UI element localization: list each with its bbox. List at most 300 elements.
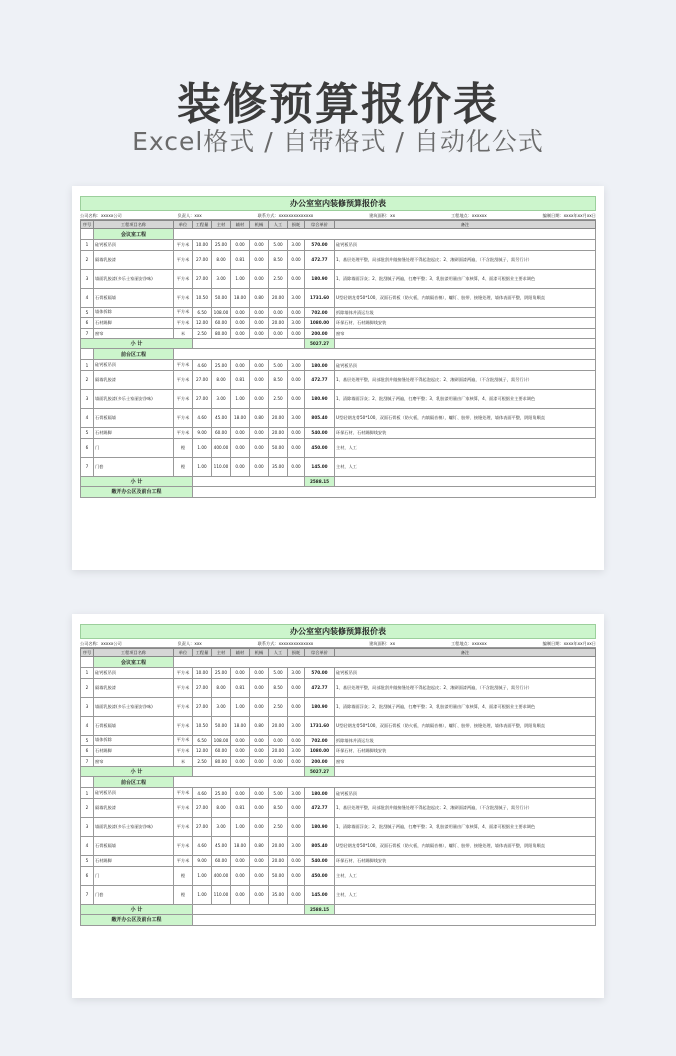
cell-note: 1、基层处理平整，局部批刮并做接缝处理不得起泡起皮；2、滚刷面漆两遍，（不含批刮腻子，需另行计）: [335, 798, 596, 817]
cell-no: 4: [81, 288, 94, 307]
cell-main: 3.00: [212, 697, 231, 716]
cell-aux: 0.00: [231, 756, 250, 767]
column-header: 工程量: [193, 221, 212, 229]
cell-unit: 平方米: [174, 370, 193, 389]
cell-unit: 樘: [174, 866, 193, 885]
cell-no: 1: [81, 360, 94, 371]
section-label: 会议室工程: [94, 229, 174, 240]
cell-price: 200.00: [305, 756, 335, 767]
section-label: 前台区工程: [94, 777, 174, 788]
info-manager: 负责人：xxx: [177, 213, 202, 218]
cell-qty: 27.00: [193, 678, 212, 697]
cell-note: 环保石材、石材踢脚线安装: [335, 427, 596, 438]
cell-no: 6: [81, 438, 94, 457]
cell-unit: 平方米: [174, 836, 193, 855]
cell-name: 墙面乳胶漆(多乐士家丽安净味): [94, 269, 174, 288]
cell-qty: 9.00: [193, 855, 212, 866]
cell-qty: 9.00: [193, 427, 212, 438]
cell-labor: 8.50: [269, 678, 288, 697]
cell-loss: 0.00: [288, 697, 305, 716]
cell-loss: 3.00: [288, 360, 305, 371]
info-row: [80, 211, 596, 220]
cell-qty: 2.50: [193, 328, 212, 339]
cell-note: 拆除墙体并清运垃圾: [335, 307, 596, 318]
cell-price: 180.90: [305, 817, 335, 836]
cell-labor: 35.00: [269, 457, 288, 476]
cell-aux: 0.00: [231, 866, 250, 885]
cell-name: 隔墙乳胶漆: [94, 798, 174, 817]
info-contact: 联系方式：xxxxxxxxxxxxxx: [257, 213, 314, 218]
cell-note: 环保石材、石材踢脚线安装: [335, 318, 596, 329]
subtotal-label: 小 计: [81, 767, 193, 777]
cell-no: 6: [81, 746, 94, 757]
cell-qty: 4.60: [193, 408, 212, 427]
cell-mech: 0.00: [250, 817, 269, 836]
column-header: 辅材: [231, 649, 250, 657]
cell-note: 主材，人工: [335, 866, 596, 885]
cell-no: 3: [81, 389, 94, 408]
cell-aux: 18.00: [231, 408, 250, 427]
cell-mech: 0.00: [250, 389, 269, 408]
table-row: [81, 788, 596, 799]
subtotal-row: [81, 339, 596, 349]
cell-aux: 0.00: [231, 318, 250, 329]
cell-main: 400.00: [212, 866, 231, 885]
cell-note: 拆除墙体并清运垃圾: [335, 735, 596, 746]
cell-labor: 5.00: [269, 360, 288, 371]
cell-unit: 平方米: [174, 788, 193, 799]
cell-unit: 平方米: [174, 855, 193, 866]
cell-mech: 0.00: [250, 885, 269, 904]
info-area: 建筑面积：xx: [369, 641, 396, 646]
cell-mech: 0.00: [250, 360, 269, 371]
cell-mech: 0.00: [250, 798, 269, 817]
cell-name: 窗帘: [94, 328, 174, 339]
table-row: [81, 746, 596, 757]
cell-price: 145.00: [305, 457, 335, 476]
cell-name: 隔墙乳胶漆: [94, 250, 174, 269]
cell-loss: 0.00: [288, 250, 305, 269]
cell-aux: 0.81: [231, 370, 250, 389]
cell-loss: 3.00: [288, 836, 305, 855]
cell-aux: 1.00: [231, 817, 250, 836]
cell-price: 540.00: [305, 427, 335, 438]
cell-no: 3: [81, 817, 94, 836]
info-project: 工程地点：xxxxxx: [450, 213, 487, 218]
subtotal-value: 2588.15: [305, 476, 335, 486]
cell-aux: 0.00: [231, 855, 250, 866]
cell-aux: 18.00: [231, 836, 250, 855]
cell-no: 5: [81, 855, 94, 866]
cell-labor: 0.00: [269, 307, 288, 318]
cell-labor: 20.00: [269, 836, 288, 855]
cell-qty: 10.00: [193, 240, 212, 251]
table-row: [81, 735, 596, 746]
cell-no: 5: [81, 307, 94, 318]
cell-unit: 平方米: [174, 678, 193, 697]
cell-mech: 0.00: [250, 318, 269, 329]
cell-main: 60.00: [212, 318, 231, 329]
section-label: 会议室工程: [94, 657, 174, 668]
table-row: [81, 250, 596, 269]
section-row: [81, 914, 596, 925]
cell-mech: 0.00: [250, 678, 269, 697]
cell-name: 门套: [94, 457, 174, 476]
cell-price: 180.00: [305, 788, 335, 799]
cell-main: 3.00: [212, 269, 231, 288]
cell-aux: 0.00: [231, 240, 250, 251]
cell-mech: 0.00: [250, 855, 269, 866]
column-header: 损耗: [288, 221, 305, 229]
cell-no: 7: [81, 328, 94, 339]
cell-main: 8.00: [212, 678, 231, 697]
cell-loss: 3.00: [288, 668, 305, 679]
table-row: [81, 756, 596, 767]
cell-mech: 0.00: [250, 746, 269, 757]
cell-main: 400.00: [212, 438, 231, 457]
info-row: [80, 639, 596, 648]
cell-loss: 3.00: [288, 716, 305, 735]
cell-price: 180.90: [305, 697, 335, 716]
cell-labor: 20.00: [269, 318, 288, 329]
cell-aux: 1.00: [231, 389, 250, 408]
cell-labor: 2.50: [269, 389, 288, 408]
cell-mech: 0.80: [250, 716, 269, 735]
cell-main: 60.00: [212, 427, 231, 438]
cell-loss: 0.00: [288, 427, 305, 438]
cell-no: 5: [81, 427, 94, 438]
cell-main: 60.00: [212, 746, 231, 757]
cell-mech: 0.00: [250, 788, 269, 799]
table-row: [81, 408, 596, 427]
cell-qty: 2.50: [193, 756, 212, 767]
cell-name: 石材踢脚: [94, 746, 174, 757]
cell-note: 1、基层处理平整，局部批刮并做接缝处理不得起泡起皮；2、滚刷面漆两遍，（不含批刮腻子，需另行计）: [335, 678, 596, 697]
subtotal-label: 小 计: [81, 476, 193, 486]
info-date: 编制日期：xxxx年xx月xx日: [542, 641, 596, 646]
cell-loss: 0.00: [288, 307, 305, 318]
subtotal-row: [81, 767, 596, 777]
cell-qty: 6.50: [193, 307, 212, 318]
cell-price: 1731.60: [305, 716, 335, 735]
cell-unit: 米: [174, 756, 193, 767]
cell-name: 门: [94, 866, 174, 885]
cell-loss: 3.00: [288, 746, 305, 757]
subtotal-value: 2588.15: [305, 904, 335, 914]
cell-note: U型轻钢龙骨50*100，双面石膏板（防火板，内填隔音棉），螺钉、胶带、接缝处理，墙体表面平整，阴阳角顺直: [335, 408, 596, 427]
cell-note: U型轻钢龙骨50*100，双面石膏板（防火板，内填隔音棉），螺钉、胶带、接缝处理，墙体表面平整，阴阳角顺直: [335, 288, 596, 307]
cell-qty: 10.50: [193, 716, 212, 735]
section-row: [81, 777, 596, 788]
cell-no: 2: [81, 370, 94, 389]
table-row: [81, 668, 596, 679]
column-header: 单位: [174, 221, 193, 229]
cell-loss: 0.00: [288, 438, 305, 457]
cell-no: 4: [81, 836, 94, 855]
subtotal-label: 小 计: [81, 904, 193, 914]
cell-qty: 1.00: [193, 438, 212, 457]
cell-labor: 2.50: [269, 269, 288, 288]
column-header: 工程项目名称: [94, 649, 174, 657]
cell-main: 80.00: [212, 328, 231, 339]
cell-mech: 0.00: [250, 240, 269, 251]
column-header: 单位: [174, 649, 193, 657]
cell-unit: 平方米: [174, 307, 193, 318]
cell-qty: 27.00: [193, 389, 212, 408]
cell-mech: 0.00: [250, 269, 269, 288]
cell-mech: 0.00: [250, 328, 269, 339]
cell-name: 石膏板隔墙: [94, 408, 174, 427]
cell-no: 4: [81, 408, 94, 427]
table-row: [81, 716, 596, 735]
cell-no: 2: [81, 798, 94, 817]
info-company: 公司名称：xxxxx公司: [80, 213, 122, 218]
cell-labor: 50.00: [269, 438, 288, 457]
cell-loss: 0.00: [288, 328, 305, 339]
cell-name: 墙面乳胶漆(多乐士家丽安净味): [94, 389, 174, 408]
table-row: [81, 817, 596, 836]
cell-labor: 0.00: [269, 328, 288, 339]
cell-unit: 平方米: [174, 735, 193, 746]
cell-no: 7: [81, 457, 94, 476]
cell-no: 3: [81, 269, 94, 288]
cell-main: 108.00: [212, 735, 231, 746]
cell-price: 570.00: [305, 668, 335, 679]
cell-note: 硅钙板吊顶: [335, 240, 596, 251]
cell-labor: 20.00: [269, 855, 288, 866]
cell-note: 环保石材、石材踢脚线安装: [335, 855, 596, 866]
sheet-title: 办公室室内装修预算报价表: [80, 624, 596, 639]
info-manager: 负责人：xxx: [177, 641, 202, 646]
subtotal-row: [81, 476, 596, 486]
cell-aux: 0.00: [231, 360, 250, 371]
column-header: 综合单价: [305, 221, 335, 229]
cell-unit: 樘: [174, 457, 193, 476]
cell-no: 7: [81, 885, 94, 904]
cell-main: 25.00: [212, 360, 231, 371]
cell-main: 45.00: [212, 408, 231, 427]
cell-unit: 米: [174, 328, 193, 339]
cell-qty: 27.00: [193, 817, 212, 836]
table-row: [81, 457, 596, 476]
cell-unit: 平方米: [174, 240, 193, 251]
cell-price: 200.00: [305, 328, 335, 339]
cell-labor: 8.50: [269, 370, 288, 389]
cell-name: 墙面乳胶漆(多乐士家丽安净味): [94, 697, 174, 716]
cell-main: 8.00: [212, 798, 231, 817]
cell-aux: 0.00: [231, 885, 250, 904]
section-row: [81, 657, 596, 668]
section-label: 敞开办公区及前台工程: [81, 914, 193, 925]
cell-loss: 0.00: [288, 817, 305, 836]
cell-loss: 0.00: [288, 389, 305, 408]
cell-labor: 5.00: [269, 240, 288, 251]
cell-name: 墙体拆除: [94, 307, 174, 318]
budget-table: [80, 220, 596, 498]
cell-name: 石材踢脚: [94, 427, 174, 438]
cell-main: 50.00: [212, 288, 231, 307]
table-row: [81, 269, 596, 288]
spreadsheet-preview: [72, 614, 604, 998]
cell-unit: 平方米: [174, 389, 193, 408]
cell-unit: 平方米: [174, 250, 193, 269]
cell-main: 25.00: [212, 788, 231, 799]
cell-mech: 0.80: [250, 836, 269, 855]
cell-price: 450.00: [305, 866, 335, 885]
cell-aux: 1.00: [231, 269, 250, 288]
column-header: 损耗: [288, 649, 305, 657]
subtotal-value: 5027.27: [305, 767, 335, 777]
cell-loss: 3.00: [288, 788, 305, 799]
cell-price: 472.77: [305, 678, 335, 697]
table-row: [81, 697, 596, 716]
cell-loss: 0.00: [288, 756, 305, 767]
cell-aux: 0.81: [231, 250, 250, 269]
cell-loss: 0.00: [288, 855, 305, 866]
cell-note: 主材，人工: [335, 438, 596, 457]
cell-name: 石膏板隔墙: [94, 716, 174, 735]
cell-labor: 0.00: [269, 735, 288, 746]
cell-loss: 3.00: [288, 240, 305, 251]
cell-name: 硅钙板吊顶: [94, 668, 174, 679]
cell-labor: 20.00: [269, 288, 288, 307]
cell-price: 450.00: [305, 438, 335, 457]
cell-price: 145.00: [305, 885, 335, 904]
cell-main: 60.00: [212, 855, 231, 866]
column-header: 机械: [250, 649, 269, 657]
cell-note: 1、基层处理平整，局部批刮并做接缝处理不得起泡起皮；2、滚刷面漆两遍，（不含批刮腻子，需另行计）: [335, 370, 596, 389]
cell-no: 1: [81, 240, 94, 251]
cell-unit: 平方米: [174, 269, 193, 288]
cell-main: 3.00: [212, 817, 231, 836]
column-header: 主材: [212, 221, 231, 229]
cell-aux: 0.00: [231, 668, 250, 679]
cell-no: 2: [81, 678, 94, 697]
column-header: 辅材: [231, 221, 250, 229]
cell-labor: 20.00: [269, 716, 288, 735]
column-header: 序号: [81, 221, 94, 229]
cell-unit: 平方米: [174, 318, 193, 329]
cell-loss: 3.00: [288, 288, 305, 307]
cell-labor: 20.00: [269, 427, 288, 438]
cell-loss: 0.00: [288, 457, 305, 476]
cell-qty: 12.00: [193, 318, 212, 329]
cell-mech: 0.00: [250, 866, 269, 885]
cell-price: 472.77: [305, 798, 335, 817]
cell-name: 硅钙板吊顶: [94, 360, 174, 371]
hero-title: 装修预算报价表: [177, 79, 499, 130]
cell-note: U型轻钢龙骨50*100，双面石膏板（防火板，内填隔音棉），螺钉、胶带、接缝处理，墙体表面平整，阴阳角顺直: [335, 836, 596, 855]
cell-note: U型轻钢龙骨50*100，双面石膏板（防火板，内填隔音棉），螺钉、胶带、接缝处理，墙体表面平整，阴阳角顺直: [335, 716, 596, 735]
cell-unit: 平方米: [174, 817, 193, 836]
cell-name: 硅钙板吊顶: [94, 788, 174, 799]
table-row: [81, 360, 596, 371]
cell-note: 窗帘: [335, 756, 596, 767]
cell-no: 2: [81, 250, 94, 269]
cell-price: 570.00: [305, 240, 335, 251]
cell-note: 环保石材、石材踢脚线安装: [335, 746, 596, 757]
cell-qty: 27.00: [193, 370, 212, 389]
column-header: 工程量: [193, 649, 212, 657]
cell-mech: 0.80: [250, 288, 269, 307]
cell-aux: 0.81: [231, 678, 250, 697]
cell-loss: 0.00: [288, 735, 305, 746]
cell-loss: 3.00: [288, 318, 305, 329]
cell-main: 3.00: [212, 389, 231, 408]
cell-note: 1、清除墙面浮灰；2、批刮腻子两遍，打磨平整；3、乳胶漆用量由厂家核算，4、面漆可根据业主要求调色: [335, 697, 596, 716]
cell-name: 窗帘: [94, 756, 174, 767]
cell-price: 702.00: [305, 735, 335, 746]
cell-main: 45.00: [212, 836, 231, 855]
cell-labor: 2.50: [269, 817, 288, 836]
header-row: [81, 649, 596, 657]
cell-no: 4: [81, 716, 94, 735]
cell-note: 1、清除墙面浮灰；2、批刮腻子两遍，打磨平整；3、乳胶漆用量由厂家核算，4、面漆可根据业主要求调色: [335, 817, 596, 836]
cell-note: 窗帘: [335, 328, 596, 339]
cell-unit: 平方米: [174, 360, 193, 371]
table-row: [81, 427, 596, 438]
cell-no: 6: [81, 866, 94, 885]
cell-name: 石材踢脚: [94, 318, 174, 329]
cell-price: 180.00: [305, 360, 335, 371]
info-contact: 联系方式：xxxxxxxxxxxxxx: [257, 641, 314, 646]
hero-subtitle: Excel格式 / 自带格式 / 自动化公式: [132, 127, 544, 156]
info-date: 编制日期：xxxx年xx月xx日: [542, 213, 596, 218]
cell-aux: 0.00: [231, 735, 250, 746]
column-header: 备注: [335, 221, 596, 229]
table-row: [81, 389, 596, 408]
cell-mech: 0.80: [250, 408, 269, 427]
cell-mech: 0.00: [250, 735, 269, 746]
cell-note: 主材，人工: [335, 457, 596, 476]
column-header: 人工: [269, 649, 288, 657]
section-label: 敞开办公区及前台工程: [81, 486, 193, 497]
section-row: [81, 349, 596, 360]
cell-labor: 5.00: [269, 788, 288, 799]
column-header: 备注: [335, 649, 596, 657]
cell-no: 3: [81, 697, 94, 716]
cell-loss: 0.00: [288, 678, 305, 697]
cell-note: 主材，人工: [335, 885, 596, 904]
subtotal-row: [81, 904, 596, 914]
cell-mech: 0.00: [250, 756, 269, 767]
cell-labor: 2.50: [269, 697, 288, 716]
cell-unit: 平方米: [174, 668, 193, 679]
cell-aux: 0.00: [231, 427, 250, 438]
cell-note: 1、清除墙面浮灰；2、批刮腻子两遍，打磨平整；3、乳胶漆用量由厂家核算，4、面漆可根据业主要求调色: [335, 389, 596, 408]
column-header: 人工: [269, 221, 288, 229]
info-project: 工程地点：xxxxxx: [450, 641, 487, 646]
column-header: 序号: [81, 649, 94, 657]
table-row: [81, 288, 596, 307]
sheet-title: 办公室室内装修预算报价表: [80, 196, 596, 211]
cell-price: 805.40: [305, 408, 335, 427]
cell-loss: 0.00: [288, 885, 305, 904]
cell-qty: 27.00: [193, 250, 212, 269]
cell-price: 472.77: [305, 370, 335, 389]
cell-unit: 平方米: [174, 408, 193, 427]
cell-price: 472.77: [305, 250, 335, 269]
cell-labor: 35.00: [269, 885, 288, 904]
cell-labor: 8.50: [269, 250, 288, 269]
cell-mech: 0.00: [250, 370, 269, 389]
cell-mech: 0.00: [250, 697, 269, 716]
cell-mech: 0.00: [250, 438, 269, 457]
table-row: [81, 885, 596, 904]
cell-aux: 0.00: [231, 438, 250, 457]
subtotal-label: 小 计: [81, 339, 193, 349]
cell-unit: 平方米: [174, 746, 193, 757]
